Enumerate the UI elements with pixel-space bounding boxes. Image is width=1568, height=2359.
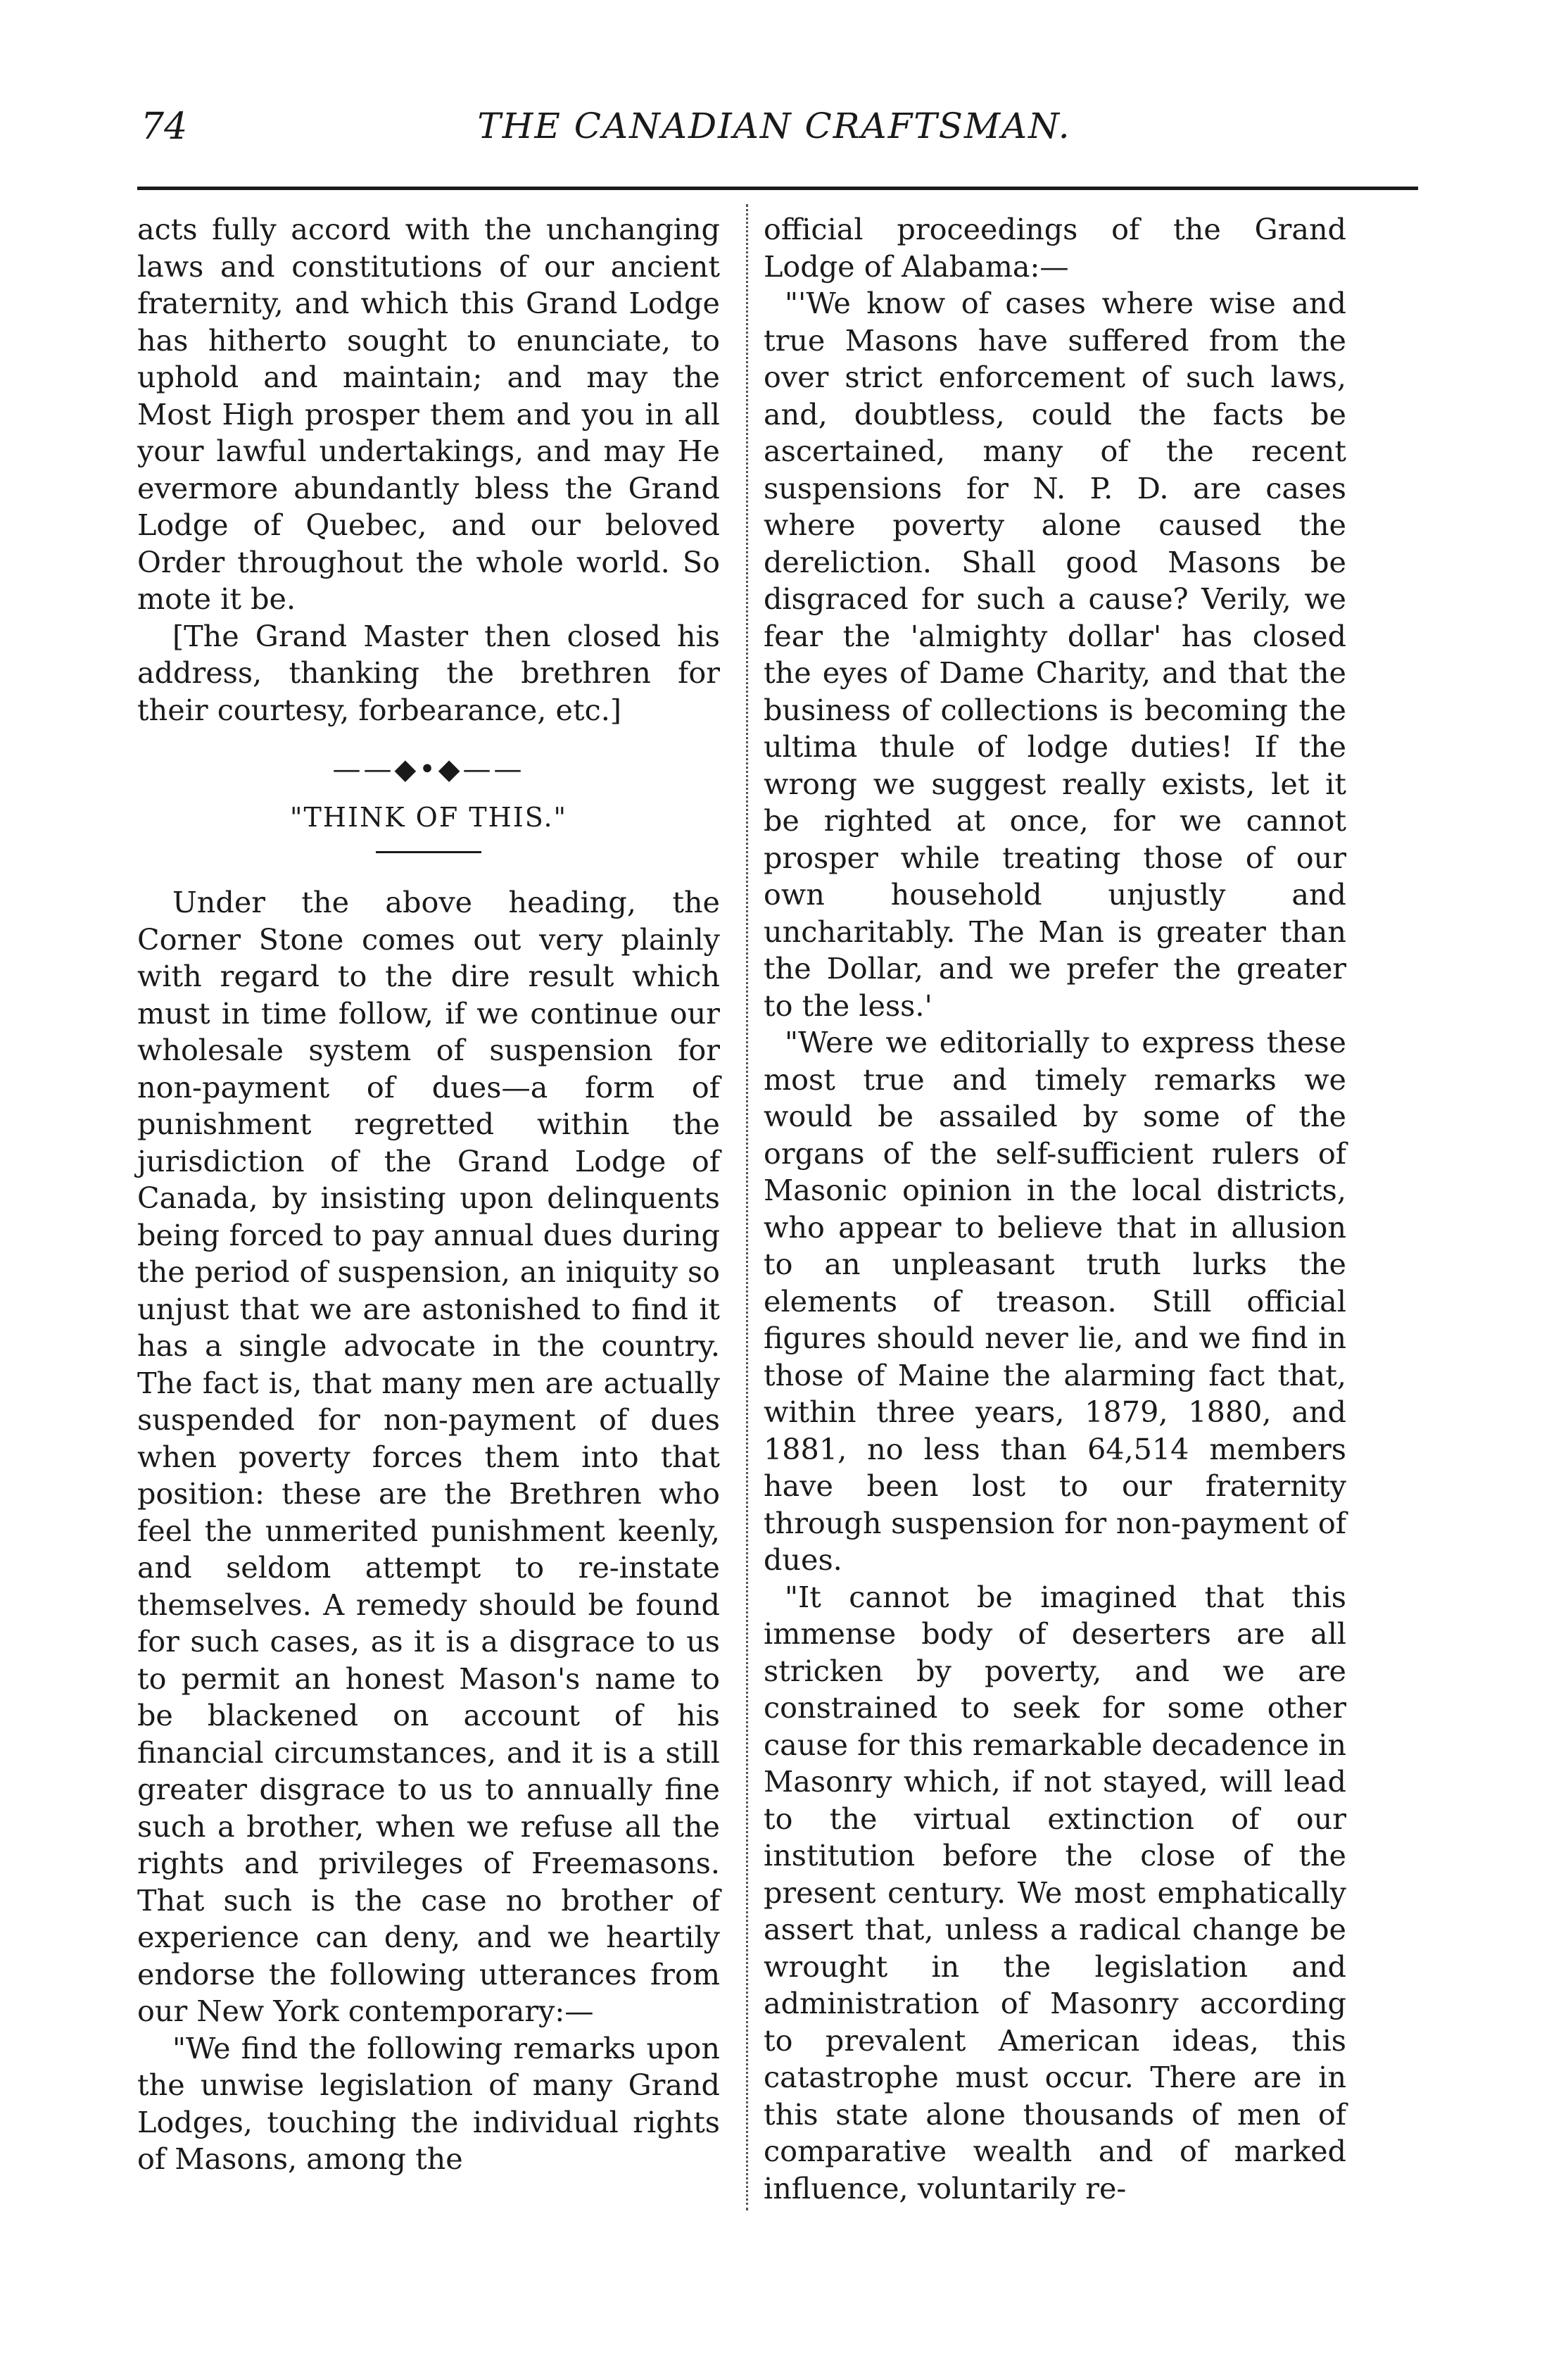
running-title: THE CANADIAN CRAFTSMAN.	[477, 106, 1071, 146]
column-divider	[746, 204, 748, 2210]
paragraph-closing-address: acts fully accord with the unchanging laws and constitutions of our ancient fraternity, and which this Grand Lodge has hitherto sought to enunciate, to uphold and maintain; and may the Most High prosper them and you in all your lawful undertakings, and may He evermore abundantly bless the Grand Lodge of Quebec, and our beloved Order throughout the whole world. So mote it be.	[137, 213, 720, 616]
paragraph-think-of-this: Under the above heading, the Corner Stone comes out very plainly with regard to the dire result which must in time follow, if we continue our wholesale system of suspension for non-payment of dues—a form of punishment regretted within the jurisdiction of the Grand Lodge of Canada, by insisting upon delinquents being forced to pay annual dues during the period of suspension, an iniquity so unjust that we are astonished to find it has a single advocate in the country. The fact is, that many men are actually suspended for non-payment of dues when poverty forces them into that position: these are the Brethren who feel the unmerited punishment keenly, and seldom attempt to re-instate themselves. A remedy should be found for such cases, as it is a disgrace to us to permit an honest Mason's name to be blackened on account of his financial circumstances, and it is a still greater disgrace to us to annually fine such a brother, when we refuse all the rights and privileges of Freemasons. That such is the case no brother of experience can deny, and we heartily endorse the following utterances from our New York contemporary:—	[137, 886, 720, 2028]
section-ornament: ——◆•◆——	[332, 753, 525, 786]
heading-rule	[376, 851, 481, 853]
paragraph-deserters: "It cannot be imagined that this immense body of deserters are all stricken by poverty, and we are constrained to seek for some other cause for this remarkable decadence in Masonry which, if not stayed, will lead to the virtual extinction of our institution before the close of the present century. We most emphatically assert that, unless a radical change be wrought in the legislation and administration of Masonry according to prevalent American ideas, this catastrophe must occur. There are in this state alone thousands of men of comparative wealth and of marked influence, voluntarily re-	[764, 1580, 1346, 2206]
article-heading: "THINK OF THIS."	[289, 802, 568, 833]
paragraph-alabama: official proceedings of the Grand Lodge of Alabama:—	[764, 213, 1346, 284]
paragraph-editorially: "Were we editorially to express these most true and timely remarks we would be assailed by some of the organs of the self-sufficient rulers of Masonic opinion in the local districts, who appear to believe that in allusion to an unpleasant truth lurks the elements of treason. Still official figures should never lie, and we find in those of Maine the alarming fact that, within three years, 1879, 1880, and 1881, no less than 64,514 members have been lost to our fraternity through suspension for non-payment of dues.	[764, 1026, 1346, 1577]
paragraph-bracket-note: [The Grand Master then closed his address, thanking the brethren for their courtesy, forbearance, etc.]	[137, 619, 720, 727]
header-rule	[137, 187, 1418, 190]
paragraph-wise-masons: "'We know of cases where wise and true Masons have suffered from the over strict enforcement of such laws, and, doubtless, could the facts be ascertained, many of the recent suspensions for N. P. D. are cases where poverty alone caused the dereliction. Shall good Masons be disgraced for such a cause? Verily, we fear the 'almighty dollar' has closed the eyes of Dame Charity, and that the business of collections is becoming the ultima thule of lodge duties! If the wrong we suggest really exists, let it be righted at once, for we cannot prosper while treating those of our own household unjustly and uncharitably. The Man is greater than the Dollar, and we prefer the greater to the less.'	[764, 287, 1346, 1023]
right-column	[764, 211, 1346, 2207]
page-number: 74	[141, 106, 188, 148]
paragraph-quote-intro: "We find the following remarks upon the unwise legislation of many Grand Lodges, touching the individual rights of Masons, among the	[137, 2031, 720, 2176]
page-header	[141, 106, 1408, 162]
left-column	[137, 211, 720, 2178]
